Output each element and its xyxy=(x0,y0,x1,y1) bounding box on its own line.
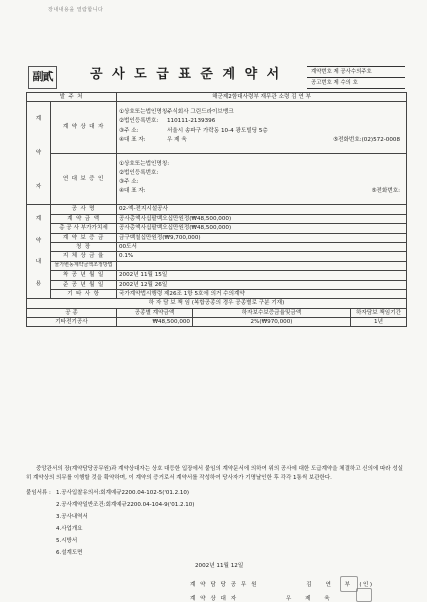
contract-label: 청 장 xyxy=(51,242,117,251)
warranty-col-row xyxy=(27,308,407,317)
official-name: 김 연 부 xyxy=(306,582,357,588)
document-title: 공 사 도 급 표 준 계 약 서 xyxy=(90,67,282,82)
contractor-label: 계 약 상 대 자 xyxy=(51,102,117,154)
contractor-signature-line xyxy=(190,596,336,602)
contract-row xyxy=(27,242,407,251)
contract-row xyxy=(27,252,407,261)
contract-value: 2002년 11월 15일 xyxy=(117,271,407,280)
orderer-label: 발 주 처 xyxy=(27,93,117,102)
warranty-col-header: 공종별 계약금액 xyxy=(117,308,193,317)
official-label: 계 약 담 당 공 무 원 xyxy=(190,582,258,588)
contract-label: 총 공 사 부가가치세 xyxy=(51,224,117,233)
orderer-row xyxy=(27,93,407,102)
notice-number: 공고번호 제 수의 호 xyxy=(307,78,405,89)
attachment-item: 6.설계도면 xyxy=(56,550,83,556)
warranty-header-row xyxy=(27,299,407,308)
contractor-details xyxy=(117,102,407,154)
contract-label: 공 사 명 xyxy=(51,205,117,214)
parties-section-label: 계 약 자 xyxy=(27,102,51,205)
contract-row xyxy=(27,261,407,270)
warranty-col-header: 하자담보 책임기간 xyxy=(351,308,407,317)
official-seal-mark: (인) xyxy=(359,582,374,588)
contract-value xyxy=(117,261,407,270)
warranty-cell: 기타전기공사 xyxy=(27,318,117,327)
contract-section-label: 계 약 내 용 xyxy=(27,205,51,299)
warranty-col-header: 공 종 xyxy=(27,308,117,317)
contract-row xyxy=(27,214,407,223)
guarantor-reg-line: ②법인등록번호: xyxy=(119,169,159,176)
guarantor-addr-line: ③주 소: xyxy=(119,179,139,186)
contract-row xyxy=(27,271,407,280)
attachments-list xyxy=(56,490,194,562)
contractor-sign-label: 계 약 상 대 자 xyxy=(190,596,238,602)
contract-value: 2002년 12월 26일 xyxy=(117,280,407,289)
contract-value: 금구백칠십만원정(₩9,700,000) xyxy=(117,233,407,242)
contract-value: 공사총액사십팔백오십만원정(₩48,500,000) xyxy=(117,214,407,223)
contractor-sign-name: 우 제 욱 xyxy=(285,596,336,602)
guarantor-rep-line: ④대 표 자: ⑤전화번호: xyxy=(119,188,401,195)
contract-number-box xyxy=(307,66,405,89)
guarantor-label: 연 대 보 증 인 xyxy=(51,153,117,205)
warranty-data-row xyxy=(27,318,407,327)
warranty-cell: 2%(₩970,000) xyxy=(193,318,351,327)
contract-label: 기 타 사 항 xyxy=(51,289,117,298)
attachment-item: 5.시방서 xyxy=(56,538,78,544)
contractor-reg-line: ②법인등록번호: 110111-2139396 xyxy=(119,118,216,125)
contractor-addr-line: ③주 소: 서울시 송파구 가락동 10-4 광도빌딩 5층 xyxy=(119,127,268,134)
guarantor-row xyxy=(27,153,407,205)
contract-label: 준 공 년 월 일 xyxy=(51,280,117,289)
warranty-cell: 1년 xyxy=(351,318,407,327)
warranty-cell: ₩48,500,000 xyxy=(117,318,193,327)
contract-date: 2002년 11월 12일 xyxy=(195,563,244,569)
guarantor-details xyxy=(117,153,407,205)
contract-label: 착 공 년 월 일 xyxy=(51,271,117,280)
contract-row xyxy=(27,233,407,242)
contract-value: 00도서 xyxy=(117,242,407,251)
contract-table xyxy=(26,92,407,327)
contract-number: 계약번호 제 공사수의주호 xyxy=(307,66,405,78)
contract-label: 지 체 상 금 율 xyxy=(51,252,117,261)
contractor-row xyxy=(27,102,407,154)
contract-value: 02-엑-전지시설공사 xyxy=(117,205,407,214)
duplicate-seal-text: 副貳 xyxy=(32,70,53,84)
contract-value: 0.1% xyxy=(117,252,407,261)
contract-row xyxy=(27,224,407,233)
guarantor-company-line: ①상호또는법인명칭: xyxy=(119,160,170,167)
contract-label: 계 약 금 액 xyxy=(51,214,117,223)
attachments-title: 붙임서류 : xyxy=(26,490,51,496)
contract-row xyxy=(27,280,407,289)
contract-value: 공사총액사십팔백오십만원정(₩48,500,000) xyxy=(117,224,407,233)
contract-intro-text: 중앙관서의 장(계약담당공무원)과 계약상대자는 상호 대등한 입장에서 붙임의 계약문서에 의하여 위의 공사에 대한 도급계약을 체결하고 신의에 따라 성실히 계약상의 의무를 이행할 것을 확약하며, 이 계약의 증거로서 계약서를 작성하여 당사자가 기명날인한 후 각각 1통씩 보관한다. xyxy=(26,466,403,481)
orderer-value: 해군제2함대사령부 재무관 소령 김 연 부 xyxy=(117,93,407,102)
warranty-header: 하 자 담 보 책 임 (복합공종의 경우 공종별로 구분 기재) xyxy=(27,299,407,308)
duplicate-seal xyxy=(28,66,57,89)
attachment-item: 2.공사계약일반조건:회계예규2200.04-104-9('01.2.10) xyxy=(56,502,195,508)
attachment-item: 1.공사입찰유의서:회계예규2200.04-102-5('01.2.10) xyxy=(56,490,190,496)
attachment-item: 3.공사내역서 xyxy=(56,514,88,520)
warranty-col-header: 하자보수보증금율및금액 xyxy=(193,308,351,317)
contractor-company-line: ①상호또는법인명칭: 주식회사 그린드라이브뱅크 xyxy=(119,109,234,116)
attachment-item: 4.사업개요 xyxy=(56,526,83,532)
contract-row xyxy=(27,289,407,298)
top-handwritten-note: 장내내용을 열람합니다 xyxy=(48,7,104,13)
contract-label: 계 약 보 증 금 xyxy=(51,233,117,242)
contract-value: 국가계약법시행령 제26조 1항 5호에 의거 수의계약 xyxy=(117,289,407,298)
contract-label: 물가변동계약금액조정방법 xyxy=(51,261,117,270)
contractor-rep-line: ④대 표 자: 우 제 욱 ⑤전화번호:(02)572-0008 xyxy=(119,136,401,143)
contract-row xyxy=(27,205,407,214)
